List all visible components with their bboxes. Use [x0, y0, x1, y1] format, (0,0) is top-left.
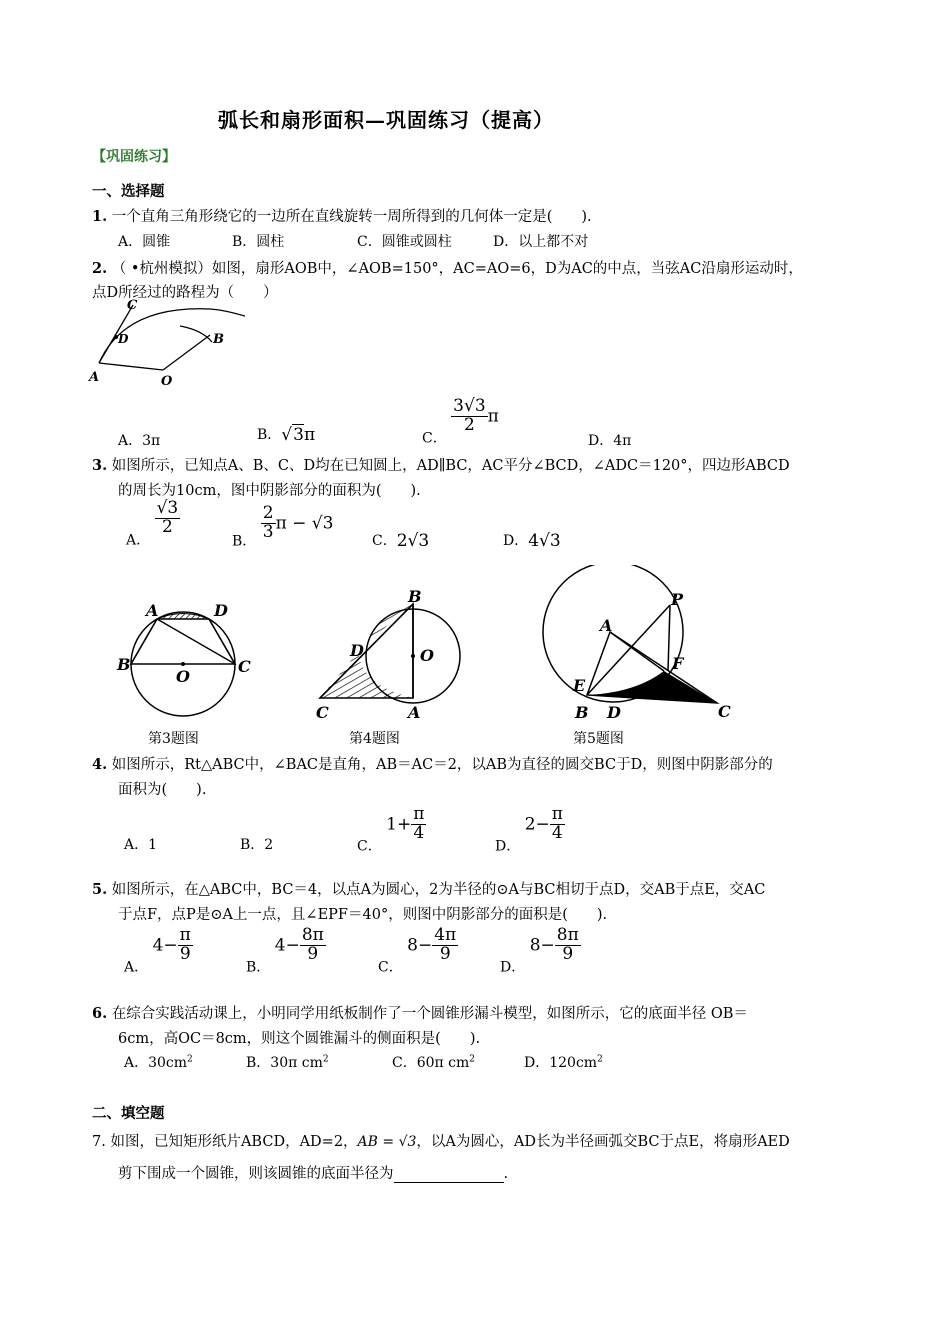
label-f: F: [672, 654, 684, 673]
q5-option-b: [246, 927, 326, 976]
q3-option-a: [126, 500, 180, 549]
fraction-numerator: 8π: [301, 925, 324, 945]
section-tag: 【巩固练习】: [92, 149, 176, 165]
q3-option-b: [232, 505, 333, 550]
question-4-line2: 面积为( ).: [118, 782, 207, 798]
expression: 4−: [152, 935, 178, 956]
center-o: [181, 662, 185, 666]
fraction-numerator: 8π: [556, 925, 579, 945]
fraction-denominator: 4: [413, 822, 425, 843]
label-a: A: [146, 601, 159, 620]
question-7: [92, 1130, 790, 1151]
q4-option-d: [495, 806, 565, 855]
q2-option-a: A．3π: [118, 433, 161, 449]
expression: 2−: [524, 814, 550, 835]
question-text: 如图，已知矩形纸片ABCD，AD=2，: [110, 1134, 358, 1150]
center-o: [411, 654, 415, 658]
label-c: C: [316, 703, 329, 722]
question-3-line2: 的周长为10cm，图中阴影部分的面积为( ).: [118, 483, 421, 499]
option-label: B．: [232, 533, 257, 550]
label-b: B: [575, 703, 589, 722]
q6-option-b: B．30π $cm^2$: [246, 1054, 329, 1071]
expression: AB = √3: [357, 1134, 417, 1150]
q5-option-c: [378, 927, 458, 976]
label-o: O: [176, 667, 190, 686]
question-number: 3.: [92, 457, 108, 474]
option-label: D．: [500, 959, 526, 976]
segment-ao: [99, 363, 163, 370]
figure-3-caption: 第3题图: [148, 731, 199, 747]
q2-option-b: B．√3π: [257, 425, 316, 445]
question-5: [92, 878, 765, 899]
question-6: [92, 1002, 748, 1023]
shaded-segment: [157, 614, 209, 620]
fraction-denominator: 9: [562, 943, 574, 964]
section-fill-heading: 二、填空题: [92, 1105, 165, 1122]
fraction-numerator: π: [179, 925, 191, 945]
question-2: [92, 257, 803, 278]
figure-3: [110, 592, 260, 722]
question-text: 如图所示，已知点A、B、C、D均在已知圆上，AD∥BC，AC平分∠BCD，∠ADC＝120°，四边形ABCD: [111, 458, 790, 474]
expression: 8−: [529, 935, 555, 956]
q6-option-a: A．$30cm^2$: [124, 1054, 193, 1071]
question-number: 5.: [92, 881, 108, 898]
option-label: C．: [372, 533, 397, 549]
label-a: A: [600, 616, 613, 635]
segment-pf: [668, 605, 670, 671]
label-b: B: [408, 587, 422, 606]
question-text: 如图所示，在△ABC中，BC＝4，以点A为圆心，2为半径的⊙A与BC相切于点D，交AB于点E，交AC: [111, 882, 766, 898]
expression: 8−: [407, 935, 433, 956]
q4-option-c: [357, 806, 426, 855]
option-label: C．: [357, 838, 382, 855]
q3-option-d: [503, 530, 561, 551]
label-p: P: [671, 590, 684, 609]
label-c: C: [238, 657, 251, 676]
question-text: 在综合实践活动课上，小明同学用纸板制作了一个圆锥形漏斗模型，如图所示，它的底面半径 OB＝: [111, 1006, 748, 1022]
option-label: D．: [495, 838, 521, 855]
diagonal-ac: [157, 619, 235, 664]
label-o: O: [161, 374, 173, 389]
label-o: O: [420, 646, 434, 665]
label-b: B: [117, 655, 131, 674]
question-text: 如图所示，Rt△ABC中，∠BAC是直角，AB＝AC＝2，以AB为直径的圆交BC于D，则图中阴影部分的: [111, 757, 773, 773]
page-title: 弧长和扇形面积—巩固练习（提高）: [218, 108, 554, 132]
option-label: A．: [124, 959, 149, 976]
radicand: 3: [293, 425, 304, 445]
label-a: A: [89, 370, 100, 385]
segment-af: [610, 632, 664, 671]
label-d: D: [118, 332, 129, 346]
question-2-line2: 点D所经过的路程为（ ）: [92, 285, 278, 301]
q6-option-d: D．$120cm^2$: [524, 1054, 603, 1071]
q2-figure-arc-end: [180, 318, 220, 346]
pi: π: [487, 406, 499, 427]
q2-option-c: [422, 398, 499, 447]
fraction-numerator: π: [413, 804, 425, 824]
q4-option-a: A．1: [124, 837, 158, 853]
figure-5-caption: 第5题图: [573, 731, 624, 747]
label-a: A: [408, 703, 421, 722]
option-label: A．: [126, 532, 151, 549]
fraction-numerator: √3: [156, 498, 179, 518]
fraction-denominator: 2: [161, 516, 173, 537]
fraction-denominator: 2: [463, 414, 475, 435]
question-6-line2: 6cm，高OC＝8cm，则这个圆锥漏斗的侧面积是( ).: [118, 1031, 481, 1047]
label-b: B: [213, 332, 224, 347]
q1-option-a: A．圆锥: [118, 234, 171, 250]
question-number: 1.: [92, 208, 108, 225]
question-3: [92, 454, 790, 475]
fraction-numerator: π: [551, 804, 563, 824]
fraction-numerator: 3√3: [453, 396, 486, 416]
q5-option-d: [500, 927, 581, 976]
q2-option-d: D．4π: [588, 433, 632, 449]
label-d: D: [607, 703, 621, 722]
label-c: C: [127, 298, 138, 313]
expression: 1+: [386, 814, 412, 835]
expression: π − √3: [275, 513, 334, 534]
question-text: 一个直角三角形绕它的一边所在直线旋转一周所得到的几何体一定是( ).: [111, 209, 592, 225]
figure-5: [535, 565, 735, 725]
pi: π: [303, 425, 316, 445]
q2-figure: [85, 295, 245, 395]
fraction-denominator: 3: [262, 521, 274, 542]
option-label: C．: [378, 959, 403, 976]
answer-blank[interactable]: [394, 1168, 504, 1183]
option-label: B．: [246, 959, 271, 976]
fraction-numerator: 2: [262, 503, 274, 523]
question-number: 7.: [92, 1134, 106, 1150]
quadrilateral-abcd: [131, 619, 235, 664]
period: .: [503, 1166, 509, 1182]
question-number: 6.: [92, 1005, 108, 1022]
q1-option-b: B．圆柱: [232, 234, 285, 250]
shaded-region: [587, 671, 717, 703]
question-number: 2.: [92, 260, 108, 277]
option-label: B．: [257, 427, 282, 443]
option-label: D．: [503, 533, 529, 549]
expression: 4√3: [528, 531, 561, 551]
option-label: C．: [422, 430, 447, 447]
label-c: C: [718, 702, 731, 721]
label-e: E: [573, 676, 586, 695]
question-1: [92, 205, 592, 226]
expression: 2√3: [396, 531, 430, 551]
label-d: D: [214, 601, 228, 620]
q5-option-a: [124, 927, 193, 976]
question-4: [92, 753, 773, 774]
question-number: 4.: [92, 756, 108, 773]
question-5-line2: 于点F，点P是⊙A上一点，且∠EPF＝40°，则图中阴影部分的面积是( ).: [118, 907, 608, 923]
question-text: （ •杭州模拟）如图，扇形AOB中，∠AOB=150°，AC=AO=6，D为AC的中点，当弦AC沿扇形运动时，: [111, 261, 803, 277]
fraction-denominator: 4: [551, 822, 563, 843]
section-choice-heading: 一、选择题: [92, 183, 165, 200]
question-7-line2: [118, 1162, 508, 1183]
label-d: D: [350, 641, 364, 660]
fraction-denominator: 9: [179, 943, 191, 964]
fraction-numerator: 4π: [434, 925, 457, 945]
fraction-denominator: 9: [307, 943, 319, 964]
q1-option-c: C．圆锥或圆柱: [357, 234, 452, 250]
q4-option-b: B．2: [240, 837, 274, 853]
q1-option-d: D．以上都不对: [493, 234, 589, 250]
figure-4: [312, 586, 472, 726]
question-text: 剪下围成一个圆锥，则该圆锥的底面半径为: [118, 1166, 394, 1182]
figure-4-caption: 第4题图: [349, 731, 400, 747]
expression: 4−: [274, 935, 300, 956]
question-text-cont: ，以A为圆心，AD长为半径画弧交BC于点E，将扇形AED: [416, 1134, 790, 1150]
q3-option-c: [372, 530, 429, 551]
q6-option-c: C．60π $cm^2$: [392, 1054, 476, 1071]
fraction-denominator: 9: [439, 943, 451, 964]
